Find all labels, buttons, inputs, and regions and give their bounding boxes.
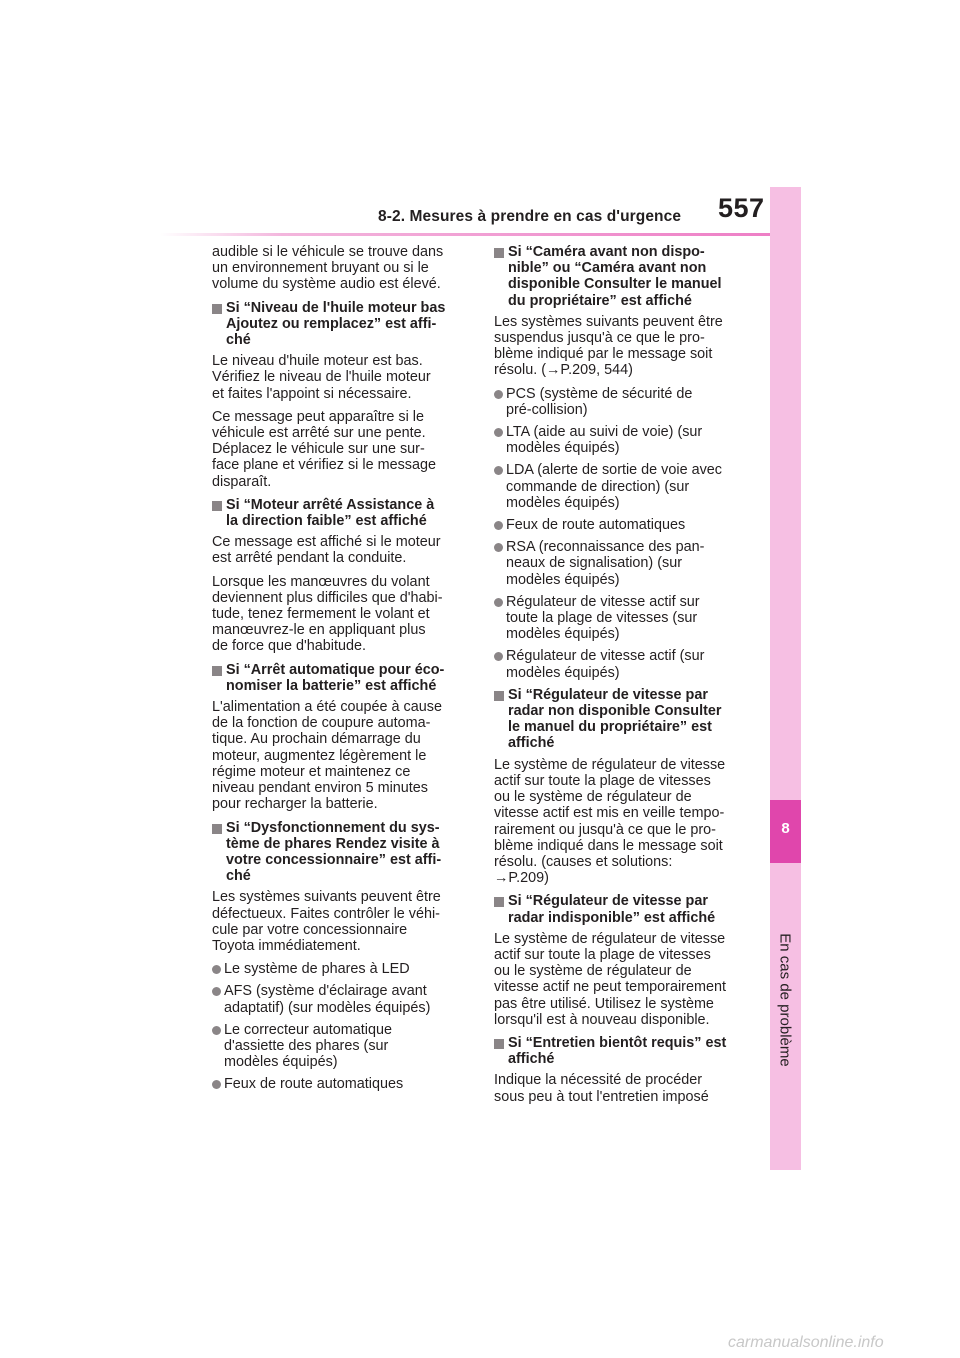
paragraph	[494, 314, 756, 379]
bullet-item	[212, 1022, 474, 1071]
text-line: modèles équipés)	[506, 626, 620, 643]
text-line: modèles équipés)	[506, 664, 620, 681]
text-line: Ce message peut apparaître si le	[212, 408, 424, 425]
text-line: Le système de phares à LED	[224, 961, 410, 978]
text-line: nomiser la batterie” est affiché	[226, 677, 437, 694]
bullet-item	[494, 517, 756, 533]
left-column	[212, 244, 474, 1099]
paragraph	[212, 409, 474, 490]
text-line: LDA (alerte de sortie de voie avec	[506, 462, 722, 479]
text-line: affiché	[508, 735, 555, 752]
bullet-item	[494, 424, 756, 456]
text-line: Régulateur de vitesse actif sur	[506, 593, 700, 610]
text-line: Si “Caméra avant non dispo-	[508, 244, 705, 260]
text-line: Si “Dysfonctionnement du sys-	[226, 819, 440, 836]
text-line: résolu. (causes et solutions:	[494, 853, 673, 870]
bullet-item	[494, 386, 756, 418]
bullet-item	[494, 594, 756, 643]
text-line: Le correcteur automatique	[224, 1021, 392, 1038]
bullet-item	[212, 983, 474, 1015]
header-divider	[160, 233, 770, 236]
section-heading	[494, 244, 756, 309]
text-line: Le niveau d'huile moteur est bas.	[212, 353, 423, 370]
paragraph	[494, 1072, 756, 1104]
watermark: carmanualsonline.info	[728, 1334, 884, 1351]
text-line: Si “Niveau de l'huile moteur bas	[226, 299, 446, 316]
text-line: face plane et vérifiez si le message	[212, 457, 436, 474]
text-line: un environnement bruyant ou si le	[212, 260, 429, 277]
text-line: Ce message est affiché si le moteur	[212, 534, 441, 551]
text-line: moteur, augmentez légèrement le	[212, 747, 427, 764]
paragraph	[212, 353, 474, 402]
text-line: manœuvrez-le en appliquant plus	[212, 622, 426, 639]
text-line: ou le système de régulateur de	[494, 963, 692, 980]
text-line: le manuel du propriétaire” est	[508, 719, 712, 736]
text-line: radar indisponible” est affiché	[508, 909, 716, 926]
paragraph	[212, 244, 474, 293]
text-line: commande de direction) (sur	[506, 478, 690, 495]
text-line: Feux de route automatiques	[506, 517, 686, 534]
text-line: Vérifiez le niveau de l'huile moteur	[212, 369, 431, 386]
bullet-item	[494, 648, 756, 680]
text-line: Les systèmes suivants peuvent être	[494, 313, 723, 330]
text-line: tude, tenez fermement le volant et	[212, 606, 430, 623]
text-line: Si “Entretien bientôt requis” est	[508, 1034, 727, 1051]
paragraph	[212, 574, 474, 655]
text-line: blème indiqué par le message soit	[494, 346, 713, 363]
text-line: RSA (reconnaissance des pan-	[506, 539, 705, 556]
text-line: Lorsque les manœuvres du volant	[212, 573, 430, 590]
text-line: adaptatif) (sur modèles équipés)	[224, 999, 431, 1016]
text-line: modèles équipés)	[224, 1054, 338, 1071]
text-line: de force que d'habitude.	[212, 638, 366, 655]
text-line: vitesse actif est mis en veille tempo-	[494, 805, 725, 822]
bullet-item	[212, 961, 474, 977]
text-line: Si “Régulateur de vitesse par	[508, 893, 708, 910]
text-line: modèles équipés)	[506, 494, 620, 511]
paragraph	[494, 931, 756, 1028]
text-line: Déplacez le véhicule sur une sur-	[212, 441, 425, 458]
text-line: Indique la nécessité de procéder	[494, 1072, 703, 1089]
page-number: 557	[718, 193, 765, 223]
bullet-item	[494, 539, 756, 588]
paragraph	[212, 534, 474, 566]
text-line: est arrêté pendant la conduite.	[212, 550, 407, 567]
paragraph	[494, 757, 756, 887]
section-heading	[212, 300, 474, 349]
text-line: pas être utilisé. Utilisez le système	[494, 995, 714, 1012]
text-line: disponible Consulter le manuel	[508, 276, 722, 293]
bullet-item	[494, 462, 756, 511]
text-line: toute la plage de vitesses (sur	[506, 610, 698, 627]
text-line: Toyota immédiatement.	[212, 937, 361, 954]
text-line: →P.209)	[494, 870, 549, 887]
text-line: Si “Arrêt automatique pour éco-	[226, 661, 445, 678]
section-heading	[212, 662, 474, 694]
text-line: neaux de signalisation) (sur	[506, 555, 682, 572]
text-line: ché	[226, 332, 251, 349]
text-line: Ajoutez ou remplacez” est affi-	[226, 315, 437, 332]
section-heading	[494, 687, 756, 752]
text-line: L'alimentation a été coupée à cause	[212, 699, 442, 716]
text-line: PCS (système de sécurité de	[506, 385, 693, 402]
text-line: tème de phares Rendez visite à	[226, 835, 440, 852]
text-line: Si “Moteur arrêté Assistance à	[226, 496, 435, 513]
section-heading	[494, 1035, 756, 1067]
chapter-number: 8	[781, 820, 790, 837]
text-line: cule par votre concessionnaire	[212, 921, 408, 938]
text-line: Les systèmes suivants peuvent être	[212, 889, 441, 906]
paragraph	[212, 699, 474, 812]
right-column	[494, 244, 756, 1112]
text-line: pré-collision)	[506, 401, 588, 418]
text-line: lorsqu'il est à nouveau disponible.	[494, 1011, 710, 1028]
text-line: actif sur toute la plage de vitesses	[494, 946, 711, 963]
text-line: du propriétaire” est affiché	[508, 292, 692, 309]
text-line: tique. Au prochain démarrage du	[212, 731, 421, 748]
text-line: véhicule est arrêté sur une pente.	[212, 425, 426, 442]
text-line: radar non disponible Consulter	[508, 703, 722, 720]
text-line: régime moteur et maintenez ce	[212, 763, 411, 780]
chapter-label: En cas de problème	[776, 933, 794, 1067]
text-line: défectueux. Faites contrôler le véhi-	[212, 905, 440, 922]
text-line: disparaît.	[212, 473, 272, 490]
text-line: Régulateur de vitesse actif (sur	[506, 648, 705, 665]
section-heading	[212, 497, 474, 529]
text-line: ou le système de régulateur de	[494, 789, 692, 806]
text-line: LTA (aide au suivi de voie) (sur	[506, 424, 703, 441]
text-line: actif sur toute la plage de vitesses	[494, 772, 711, 789]
text-line: AFS (système d'éclairage avant	[224, 983, 427, 1000]
text-line: Le système de régulateur de vitesse	[494, 756, 726, 773]
text-line: votre concessionnaire” est affi-	[226, 851, 442, 868]
text-line: modèles équipés)	[506, 571, 620, 588]
text-line: Si “Régulateur de vitesse par	[508, 686, 708, 703]
text-line: pour recharger la batterie.	[212, 796, 378, 813]
text-line: niveau pendant environ 5 minutes	[212, 780, 429, 797]
text-line: d'assiette des phares (sur	[224, 1037, 389, 1054]
text-line: audible si le véhicule se trouve dans	[212, 244, 444, 260]
text-line: nible” ou “Caméra avant non	[508, 260, 707, 277]
text-line: volume du système audio est élevé.	[212, 276, 441, 293]
text-line: la direction faible” est affiché	[226, 513, 427, 530]
text-line: vitesse actif ne peut temporairement	[494, 979, 726, 996]
text-line: de la fonction de coupure automa-	[212, 715, 431, 732]
text-line: rairement ou jusqu'à ce que le pro-	[494, 821, 716, 838]
section-title: 8-2. Mesures à prendre en cas d'urgence	[378, 208, 682, 225]
text-line: Feux de route automatiques	[224, 1076, 404, 1093]
text-line: modèles équipés)	[506, 440, 620, 457]
text-line: suspendus jusqu'à ce que le pro-	[494, 330, 705, 347]
text-line: blème indiqué dans le message soit	[494, 837, 723, 854]
text-line: et faites l'appoint si nécessaire.	[212, 385, 412, 402]
text-line: ché	[226, 868, 251, 885]
bullet-item	[212, 1076, 474, 1092]
text-line: affiché	[508, 1051, 555, 1068]
text-line: sous peu à tout l'entretien imposé	[494, 1088, 709, 1105]
text-line: Le système de régulateur de vitesse	[494, 930, 726, 947]
text-line: résolu. (→P.209, 544)	[494, 362, 633, 379]
paragraph	[212, 889, 474, 954]
section-heading	[212, 820, 474, 885]
section-heading	[494, 893, 756, 925]
text-line: deviennent plus difficiles que d'habi-	[212, 589, 443, 606]
